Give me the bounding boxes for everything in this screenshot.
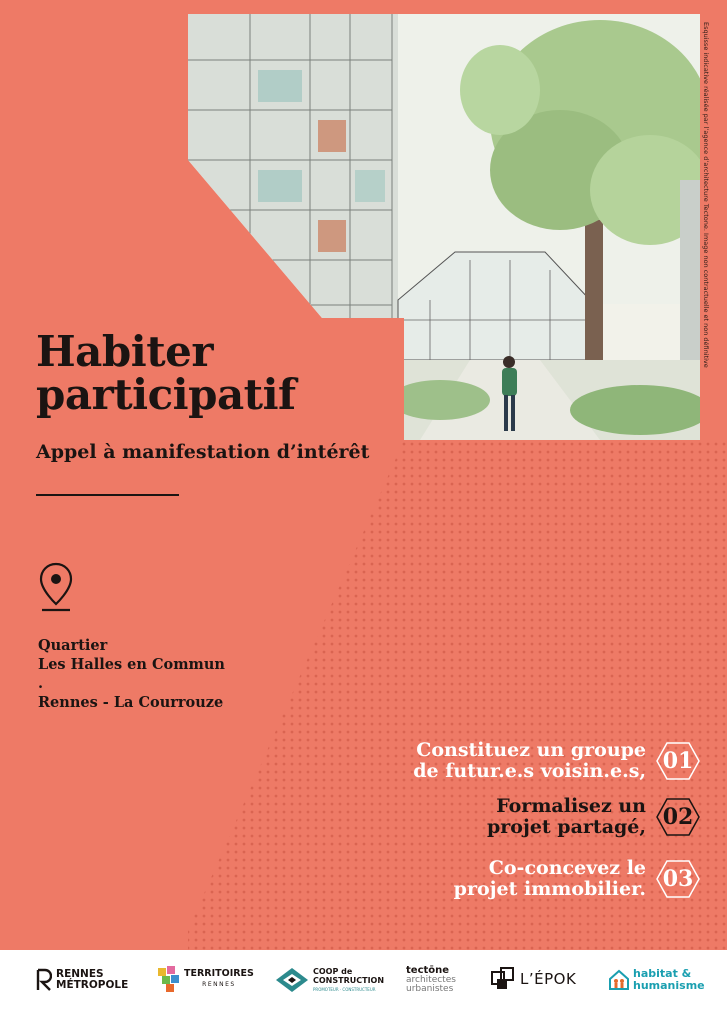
step-3-line-1: Co-concevez le bbox=[488, 857, 646, 879]
coop-subtext: PROMOTEUR · CONSTRUCTEUR bbox=[313, 986, 376, 992]
location-block bbox=[38, 636, 225, 712]
step-2-text bbox=[487, 796, 646, 838]
coop-text-1: COOP de bbox=[313, 966, 353, 976]
divider bbox=[36, 494, 179, 496]
image-credit-text: Esquisse indicative réalisée par l’agence d’architecture Tectone. Image non contractuelle et non définitive bbox=[702, 22, 710, 368]
territoires-text: TERRITOIRES bbox=[184, 968, 254, 979]
location-line-1: Quartier bbox=[38, 637, 108, 654]
partner-logos bbox=[0, 950, 727, 1024]
subtitle: Appel à manifestation d’intérêt bbox=[36, 441, 370, 463]
step-1-number-badge bbox=[656, 741, 700, 781]
title-line-2: participatif bbox=[36, 370, 296, 419]
logo-territoires bbox=[156, 964, 254, 994]
epok-text: L’ÉPOK bbox=[520, 970, 577, 988]
location-separator: . bbox=[38, 675, 44, 692]
tectone-text-1: tectōne bbox=[406, 965, 450, 976]
habitat-text-1: habitat & bbox=[633, 967, 692, 980]
territoires-subtext: RENNES bbox=[202, 981, 236, 988]
logo-lepok bbox=[490, 966, 576, 992]
step-1-line-1: Constituez un groupe bbox=[416, 739, 646, 761]
rennes-r-icon bbox=[36, 968, 52, 992]
step-2 bbox=[487, 796, 700, 838]
territoires-icon bbox=[156, 964, 182, 994]
title-line-1: Habiter bbox=[36, 327, 213, 376]
tectone-text-2: architectes bbox=[406, 974, 456, 985]
step-1-line-2: de futur.e.s voisin.e.s, bbox=[413, 760, 646, 782]
step-3 bbox=[454, 858, 700, 900]
logo-habitat-humanisme bbox=[608, 968, 705, 992]
logo-rennes-metropole bbox=[36, 968, 128, 992]
epok-icon bbox=[490, 966, 516, 992]
logo-tectone bbox=[406, 966, 456, 995]
rennes-text-1: RENNES bbox=[56, 968, 104, 980]
location-line-3: Rennes - La Courrouze bbox=[38, 694, 224, 711]
step-3-number-badge bbox=[656, 859, 700, 899]
step-1-text bbox=[413, 740, 646, 782]
step-2-line-1: Formalisez un bbox=[496, 795, 646, 817]
step-3-line-2: projet immobilier. bbox=[453, 878, 646, 900]
step-3-text bbox=[454, 858, 646, 900]
coop-icon bbox=[274, 966, 310, 994]
tectone-text-3: urbanistes bbox=[406, 984, 454, 994]
step-3-number: 03 bbox=[662, 866, 694, 892]
location-line-2: Les Halles en Commun bbox=[38, 656, 225, 673]
step-2-line-2: projet partagé, bbox=[486, 816, 646, 838]
step-2-number: 02 bbox=[662, 804, 694, 830]
step-1 bbox=[413, 740, 700, 782]
page-title bbox=[36, 327, 296, 419]
image-credit bbox=[700, 22, 712, 368]
step-2-number-badge bbox=[656, 797, 700, 837]
step-1-number: 01 bbox=[662, 748, 694, 774]
location-pin-icon bbox=[38, 562, 74, 614]
logo-coop-construction bbox=[274, 966, 384, 994]
rennes-text-2: MÉTROPOLE bbox=[56, 979, 129, 991]
coop-text-2: CONSTRUCTION bbox=[313, 975, 385, 985]
house-icon bbox=[608, 969, 630, 991]
habitat-text-2: humanisme bbox=[633, 979, 705, 992]
